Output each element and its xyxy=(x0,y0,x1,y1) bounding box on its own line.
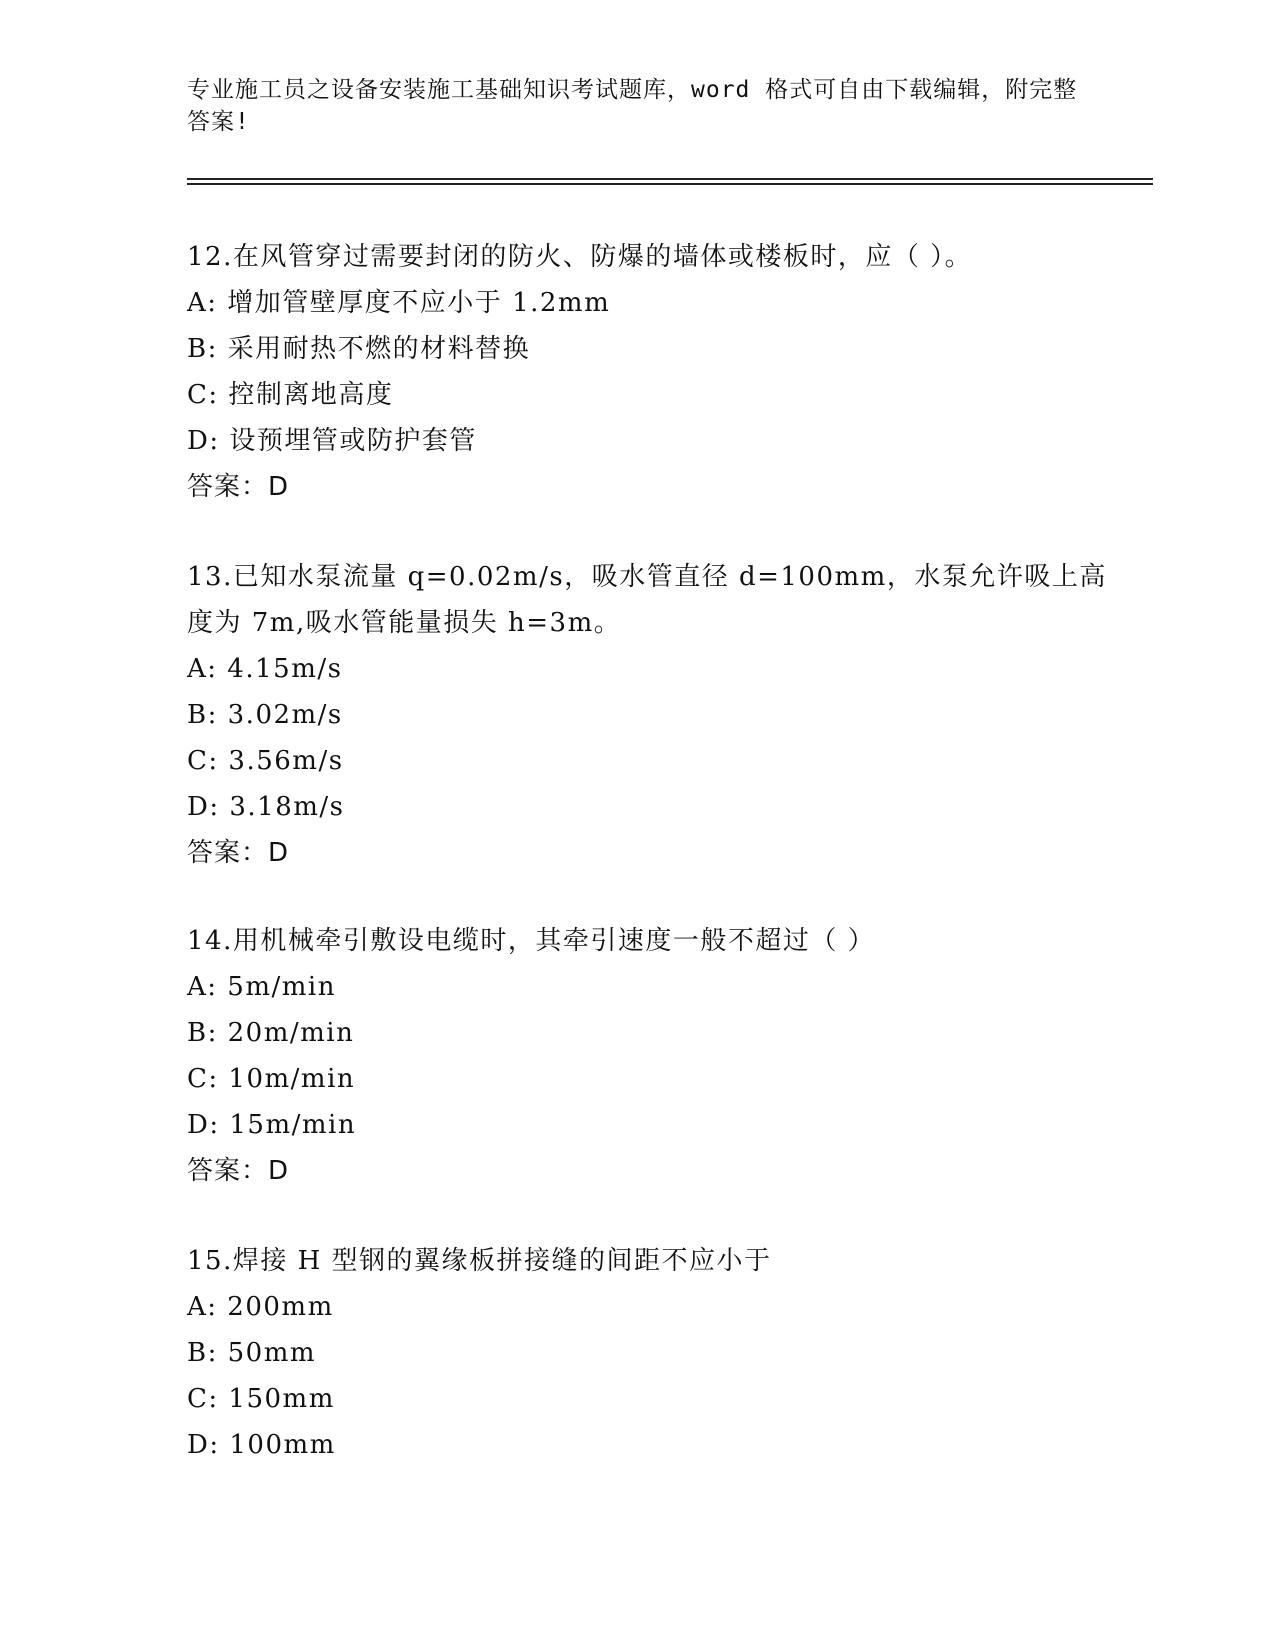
document-header: 专业施工员之设备安装施工基础知识考试题库，word 格式可自由下载编辑，附完整答案! xyxy=(187,77,1078,135)
question-title: 13.已知水泵流量 q=0.02m/s，吸水管直径 d=100mm，水泵允许吸上高度为 7m,吸水管能量损失 h=3m。 xyxy=(187,562,1107,638)
answer: 答案：D xyxy=(187,472,290,502)
header-divider-top xyxy=(187,178,1153,180)
question-title: 15.焊接 H 型钢的翼缘板拼接缝的间距不应小于 xyxy=(187,1246,772,1276)
option-a: A: 5m/min xyxy=(187,972,336,1002)
option-d: D: 设预埋管或防护套管 xyxy=(187,426,477,456)
option-c: C: 10m/min xyxy=(187,1064,356,1094)
option-d: D: 100mm xyxy=(187,1430,336,1460)
option-c: C: 控制离地高度 xyxy=(187,380,394,410)
option-a: A: 4.15m/s xyxy=(187,654,343,684)
option-b: B: 3.02m/s xyxy=(187,700,343,730)
answer: 答案：D xyxy=(187,838,290,868)
question-title: 14.用机械牵引敷设电缆时，其牵引速度一般不超过（ ） xyxy=(187,926,876,956)
option-a: A: 增加管壁厚度不应小于 1.2mm xyxy=(187,288,611,318)
option-d: D: 3.18m/s xyxy=(187,792,345,822)
option-b: B: 20m/min xyxy=(187,1018,355,1048)
option-c: C: 3.56m/s xyxy=(187,746,344,776)
question-13 xyxy=(187,554,1107,876)
question-title: 12.在风管穿过需要封闭的防火、防爆的墙体或楼板时，应（ ）。 xyxy=(187,242,973,272)
option-a: A: 200mm xyxy=(187,1292,334,1322)
question-15 xyxy=(187,1238,1107,1468)
question-12 xyxy=(187,234,1107,510)
option-c: C: 150mm xyxy=(187,1384,335,1414)
option-b: B: 采用耐热不燃的材料替换 xyxy=(187,334,531,364)
header-divider-bottom xyxy=(187,183,1153,185)
option-b: B: 50mm xyxy=(187,1338,317,1368)
answer: 答案：D xyxy=(187,1156,290,1186)
option-d: D: 15m/min xyxy=(187,1110,357,1140)
question-14 xyxy=(187,918,1107,1194)
